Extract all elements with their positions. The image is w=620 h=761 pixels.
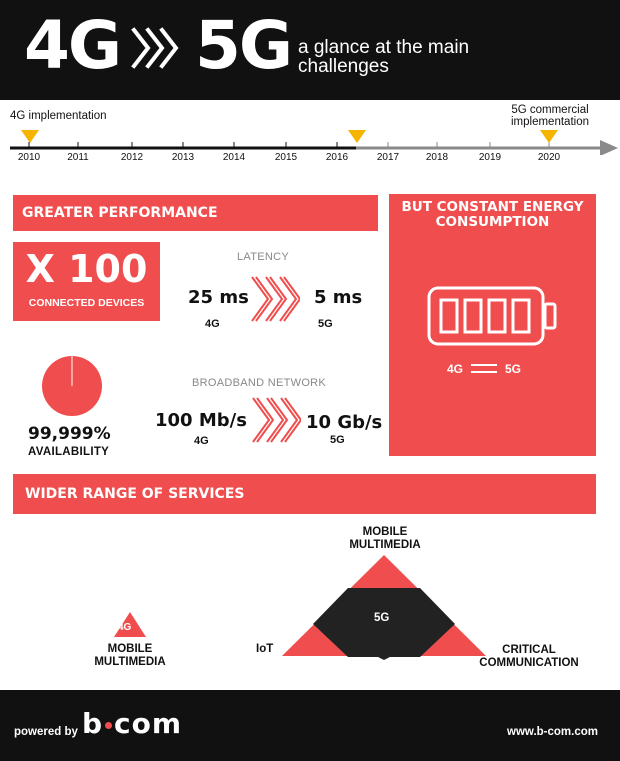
services-left-label: IoT — [256, 643, 274, 655]
timeline-start-label: 4G implementation — [10, 110, 107, 122]
timeline-end-label: 5G commercial implementation — [511, 104, 589, 128]
availability-value: 99,999% — [28, 424, 111, 444]
small-triangle-caption: MOBILE MULTIMEDIA — [94, 643, 166, 668]
broadband-4g-label: 4G — [194, 435, 209, 447]
website-link[interactable]: www.b-com.com — [507, 726, 598, 738]
greater-performance-banner: GREATER PERFORMANCE — [13, 195, 378, 231]
latency-4g-value: 25 ms — [188, 287, 249, 308]
year-2017: 2017 — [376, 152, 400, 163]
wider-services-banner: WIDER RANGE OF SERVICES — [13, 474, 596, 514]
year-2013: 2013 — [171, 152, 195, 163]
broadband-4g-value: 100 Mb/s — [155, 410, 247, 431]
broadband-label: BROADBAND NETWORK — [192, 377, 327, 389]
title-5g: 5G — [195, 7, 292, 84]
year-2014: 2014 — [222, 152, 246, 163]
logo-dot-icon — [105, 722, 112, 729]
energy-title: BUT CONSTANT ENERGY CONSUMPTION — [401, 199, 584, 230]
latency-4g-label: 4G — [205, 318, 220, 330]
year-2011: 2011 — [67, 152, 89, 163]
devices-value: X 100 — [25, 247, 148, 291]
broadband-5g-label: 5G — [330, 434, 345, 446]
year-2018: 2018 — [425, 152, 449, 163]
energy-4g-label: 4G — [447, 362, 464, 376]
year-2015: 2015 — [274, 152, 298, 163]
latency-label: LATENCY — [237, 251, 290, 263]
title-4g: 4G — [24, 7, 121, 84]
services-top-label: MOBILE MULTIMEDIA — [349, 526, 421, 551]
year-2012: 2012 — [120, 152, 144, 163]
small-triangle-label: 4G — [118, 622, 132, 633]
powered-by-label: powered by — [14, 726, 78, 738]
services-right-label: CRITICAL COMMUNICATION — [479, 644, 579, 669]
availability-label: AVAILABILITY — [28, 446, 110, 458]
services-center-label: 5G — [374, 612, 390, 624]
brand-logo: b com — [82, 707, 183, 740]
footer-bar — [0, 690, 620, 761]
year-2019: 2019 — [478, 152, 502, 163]
latency-5g-label: 5G — [318, 318, 333, 330]
latency-5g-value: 5 ms — [314, 287, 363, 308]
header-subtitle: a glance at the main challenges — [298, 37, 470, 77]
devices-label: CONNECTED DEVICES — [28, 297, 145, 309]
year-2016: 2016 — [325, 152, 349, 163]
year-2010: 2010 — [17, 152, 41, 163]
broadband-5g-value: 10 Gb/s — [306, 412, 383, 433]
year-2020: 2020 — [537, 152, 561, 163]
energy-5g-label: 5G — [505, 362, 522, 376]
